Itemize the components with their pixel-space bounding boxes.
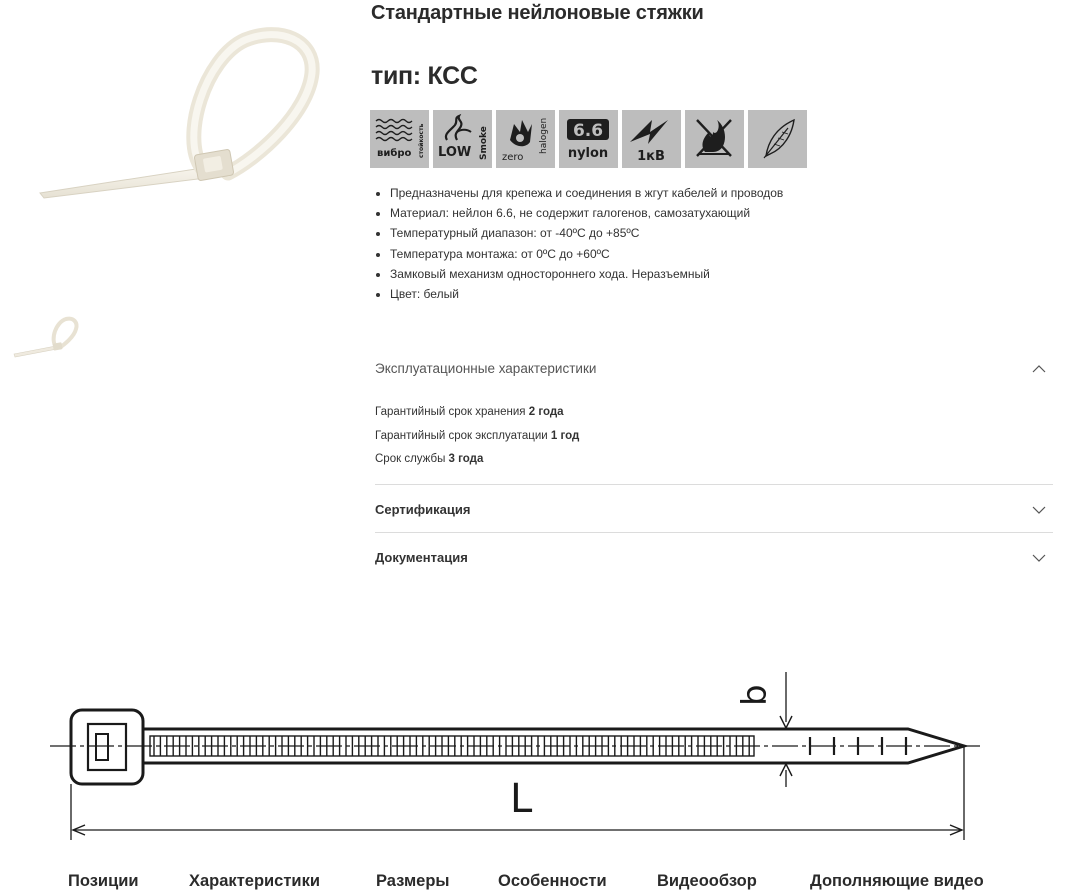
accordion-certification-header[interactable]	[375, 486, 1053, 533]
feature-item: • Температура монтажа: от 0ºС до +60ºС	[390, 244, 783, 264]
feature-icons	[370, 110, 807, 168]
voltage-icon-text: 1кВ	[637, 149, 665, 164]
product-thumbnail[interactable]	[12, 314, 82, 362]
product-type: тип: КСС	[371, 62, 478, 90]
spec-label: Гарантийный срок хранения	[375, 406, 526, 418]
nylon-icon	[559, 110, 618, 168]
accordion-documentation-header[interactable]	[375, 534, 1053, 581]
tab-characteristics[interactable]: Характеристики	[189, 872, 320, 890]
divider	[375, 532, 1053, 533]
accordion-operational-header[interactable]	[375, 345, 1053, 392]
chevron-up-icon	[1031, 361, 1047, 377]
spec-value: 2 года	[528, 406, 564, 418]
spec-label: Гарантийный срок эксплуатации	[375, 430, 548, 442]
nylon-icon-text2: nylon	[567, 146, 609, 161]
spec-value: 3 года	[448, 453, 484, 465]
accordion-certification-title: Сертификация	[375, 502, 471, 517]
feather-icon	[748, 110, 807, 168]
vibro-icon-text1: вибро	[377, 148, 412, 159]
self-extinguishing-icon	[685, 110, 744, 168]
feature-item: • Температурный диапазон: от -40ºС до +85ºС	[390, 223, 783, 243]
chevron-down-icon	[1031, 502, 1047, 518]
low-smoke-icon-text1: LOW	[438, 145, 472, 160]
low-smoke-icon-text2: Smoke	[479, 126, 489, 160]
spec-service-life	[375, 453, 483, 465]
voltage-icon	[622, 110, 681, 168]
tie-lock	[96, 734, 108, 760]
zero-halogen-icon	[496, 110, 555, 168]
feature-item: • Предназначены для крепежа и соединения в жгут кабелей и проводов	[390, 183, 783, 203]
tab-features[interactable]: Особенности	[498, 872, 607, 890]
bottom-tabs	[0, 870, 1070, 892]
feature-list	[373, 183, 783, 304]
zero-halogen-icon-text2: halogen	[539, 117, 549, 154]
feature-item: • Цвет: белый	[390, 284, 783, 304]
spec-operation-warranty	[375, 430, 579, 442]
nylon-icon-text1: 6.6	[572, 121, 604, 141]
tab-video-review[interactable]: Видеообзор	[657, 872, 757, 890]
cable-tie-drawing	[50, 662, 985, 852]
feature-item: • Материал: нейлон 6.6, не содержит галогенов, самозатухающий	[390, 203, 783, 223]
chevron-down-icon	[1031, 550, 1047, 566]
feature-item: • Замковый механизм одностороннего хода. Неразъемный	[390, 264, 783, 284]
vibro-resistance-icon	[370, 110, 429, 168]
tab-additional-videos[interactable]: Дополняющие видео	[810, 872, 984, 890]
tab-positions[interactable]: Позиции	[68, 872, 139, 890]
product-main-image	[30, 18, 330, 208]
spec-label: Срок службы	[375, 453, 446, 465]
l-dim-label: L	[510, 776, 533, 822]
tab-dimensions[interactable]: Размеры	[376, 872, 450, 890]
low-smoke-icon	[433, 110, 492, 168]
accordion-documentation-title: Документация	[375, 550, 468, 565]
accordion-operational-title: Эксплуатационные характеристики	[375, 361, 597, 376]
vibro-icon-text2: стойкость	[418, 123, 425, 158]
divider	[375, 484, 1053, 485]
b-dim-label: b	[735, 684, 775, 706]
spec-storage-warranty	[375, 406, 564, 418]
zero-halogen-icon-text1: zero	[502, 152, 524, 163]
product-title: Стандартные нейлоновые стяжки	[371, 2, 704, 24]
spec-value: 1 год	[550, 430, 580, 442]
